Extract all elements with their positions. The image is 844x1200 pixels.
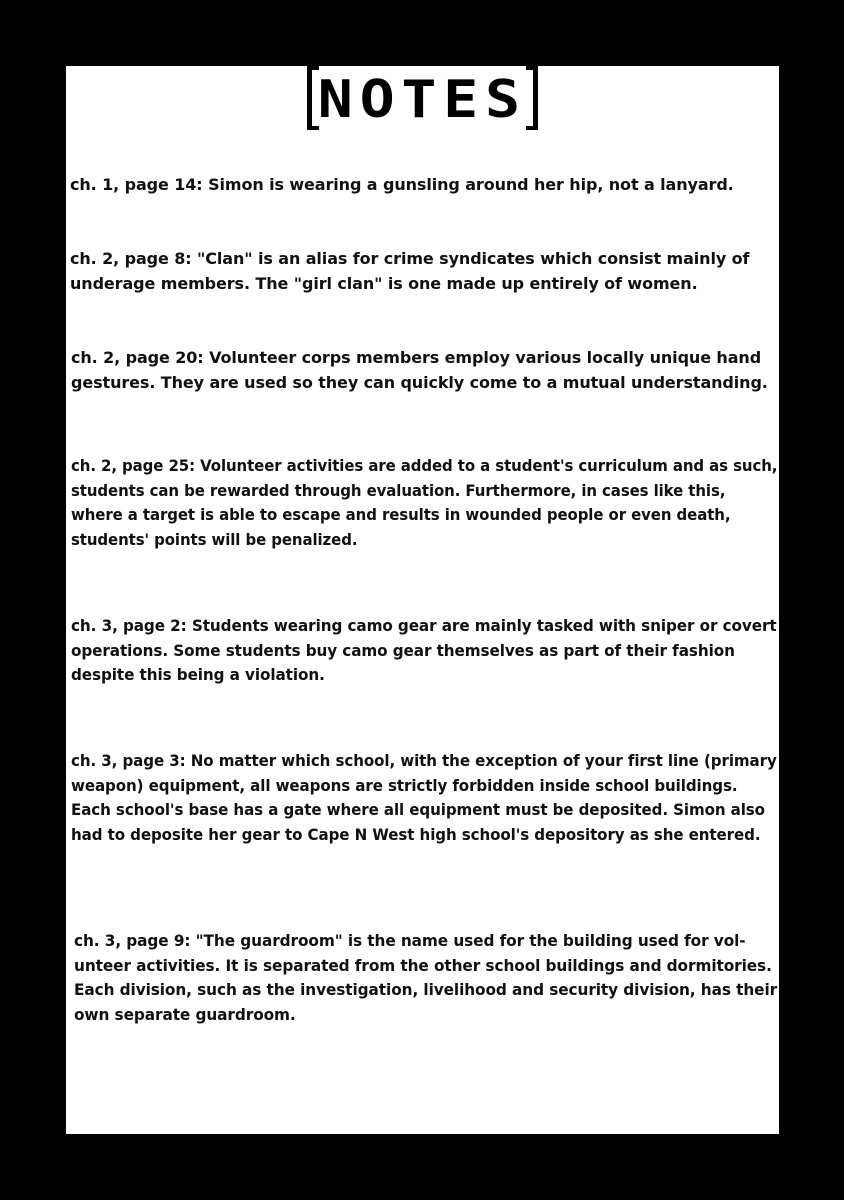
note-line: underage members. The "girl clan" is one made up entirely of women.: [70, 273, 698, 293]
note-line: ch. 3, page 3: No matter which school, with the exception of your first line (primary: [71, 751, 777, 770]
note-line: ch. 1, page 14: Simon is wearing a gunsling around her hip, not a lanyard.: [70, 175, 734, 194]
note-line: students' points will be penalized.: [71, 529, 358, 549]
note-line: weapon) equipment, all weapons are strictly forbidden inside school buildings.: [71, 775, 738, 795]
page-title: NOTES: [318, 70, 527, 130]
note-line: own separate guardroom.: [74, 1004, 296, 1024]
note-ch2-p20: [71, 346, 768, 395]
title-frame: [307, 66, 538, 134]
note-line: unteer activities. It is separated from the other school buildings and dormitories.: [74, 955, 772, 975]
note-line: despite this being a violation.: [71, 665, 325, 684]
notes-page: [66, 66, 779, 1134]
note-line: ch. 2, page 25: Volunteer activities are added to a student's curriculum and as such,: [71, 456, 778, 475]
note-line: Each division, such as the investigation, livelihood and security division, has their: [74, 980, 778, 999]
note-line: gestures. They are used so they can quickly come to a mutual understanding.: [71, 372, 768, 392]
note-line: operations. Some students buy camo gear themselves as part of their fashion: [71, 640, 735, 660]
title-area: [66, 66, 779, 134]
note-ch1-p14: [70, 173, 734, 198]
note-line: Each school's base has a gate where all equipment must be deposited. Simon also: [71, 800, 765, 819]
note-ch2-p8: [70, 247, 749, 296]
note-ch2-p25: [71, 454, 777, 552]
note-line: where a target is able to escape and results in wounded people or even death,: [71, 505, 731, 524]
note-line: ch. 2, page 20: Volunteer corps members employ various locally unique hand: [71, 348, 762, 367]
right-bracket-icon: [526, 66, 538, 130]
note-ch3-p3: [71, 749, 777, 847]
note-ch3-p9: [74, 929, 777, 1027]
note-line: ch. 3, page 2: Students wearing camo gear are mainly tasked with sniper or covert: [71, 616, 777, 635]
note-line: students can be rewarded through evaluation. Furthermore, in cases like this,: [71, 480, 726, 500]
note-line: ch. 2, page 8: "Clan" is an alias for crime syndicates which consist mainly of: [70, 249, 750, 268]
note-line: ch. 3, page 9: "The guardroom" is the name used for the building used for vol-: [74, 931, 746, 950]
note-ch3-p2: [71, 614, 777, 688]
note-line: had to deposite her gear to Cape N West high school's depository as she entered.: [71, 824, 761, 844]
